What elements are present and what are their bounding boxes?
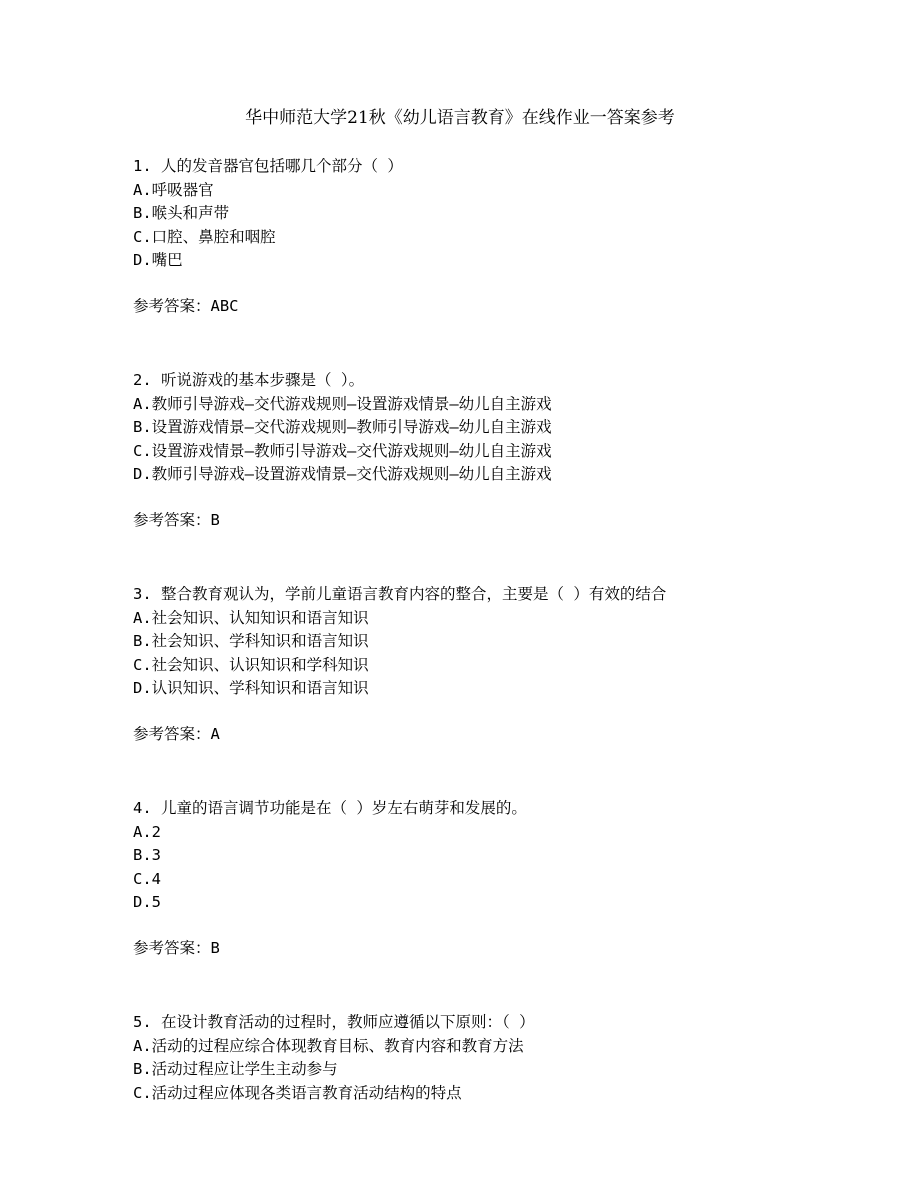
option-a: A.社会知识、认知知识和语言知识	[133, 608, 369, 627]
option-c: C.4	[133, 869, 161, 888]
answer-label: 参考答案：	[133, 296, 211, 315]
document-title: 华中师范大学21秋《幼儿语言教育》在线作业一答案参考	[245, 108, 675, 128]
option-c: C.社会知识、认识知识和学科知识	[133, 655, 369, 674]
reference-answer	[133, 723, 893, 747]
option-b: B.活动过程应让学生主动参与	[133, 1060, 338, 1078]
option-d: D.嘴巴	[133, 251, 183, 269]
answer-value: B	[210, 938, 220, 957]
question-stem: 3. 整合教育观认为，学前儿童语言教育内容的整合，主要是（ ）有效的结合	[133, 585, 667, 603]
question-stem: 1. 人的发音器官包括哪几个部分（ ）	[133, 157, 403, 175]
question-5	[133, 1011, 893, 1105]
option-a: A.呼吸器官	[133, 180, 214, 199]
option-c: C.活动过程应体现各类语言教育活动结构的特点	[133, 1083, 462, 1102]
reference-answer	[133, 295, 893, 319]
option-c: C.设置游戏情景—教师引导游戏—交代游戏规则—幼儿自主游戏	[133, 441, 552, 460]
option-b: B.社会知识、学科知识和语言知识	[133, 632, 369, 650]
option-a: A.活动的过程应综合体现教育目标、教育内容和教育方法	[133, 1036, 524, 1055]
question-stem: 5. 在设计教育活动的过程时，教师应遵循以下原则：（ ）	[133, 1013, 535, 1031]
option-b: B.3	[133, 846, 161, 864]
answer-value: ABC	[210, 296, 239, 315]
answer-label: 参考答案：	[133, 510, 211, 529]
question-stem: 4. 儿童的语言调节功能是在（ ）岁左右萌芽和发展的。	[133, 799, 527, 817]
option-a: A.2	[133, 822, 161, 841]
question-3	[133, 583, 893, 746]
option-b: B.喉头和声带	[133, 204, 230, 222]
reference-answer	[133, 937, 893, 961]
answer-value: B	[210, 510, 220, 529]
answer-label: 参考答案：	[133, 724, 211, 743]
option-d: D.5	[133, 893, 161, 911]
question-1	[133, 155, 893, 318]
reference-answer	[133, 509, 893, 533]
question-2	[133, 369, 893, 532]
question-stem: 2. 听说游戏的基本步骤是（ ）。	[133, 371, 365, 389]
option-d: D.教师引导游戏—设置游戏情景—交代游戏规则—幼儿自主游戏	[133, 465, 552, 483]
option-b: B.设置游戏情景—交代游戏规则—教师引导游戏—幼儿自主游戏	[133, 418, 552, 436]
question-list	[133, 155, 893, 1156]
answer-value: A	[210, 724, 220, 743]
answer-label: 参考答案：	[133, 938, 211, 957]
option-a: A.教师引导游戏—交代游戏规则—设置游戏情景—幼儿自主游戏	[133, 394, 552, 413]
question-4	[133, 797, 893, 960]
option-c: C.口腔、鼻腔和咽腔	[133, 227, 276, 246]
option-d: D.认识知识、学科知识和语言知识	[133, 679, 369, 697]
